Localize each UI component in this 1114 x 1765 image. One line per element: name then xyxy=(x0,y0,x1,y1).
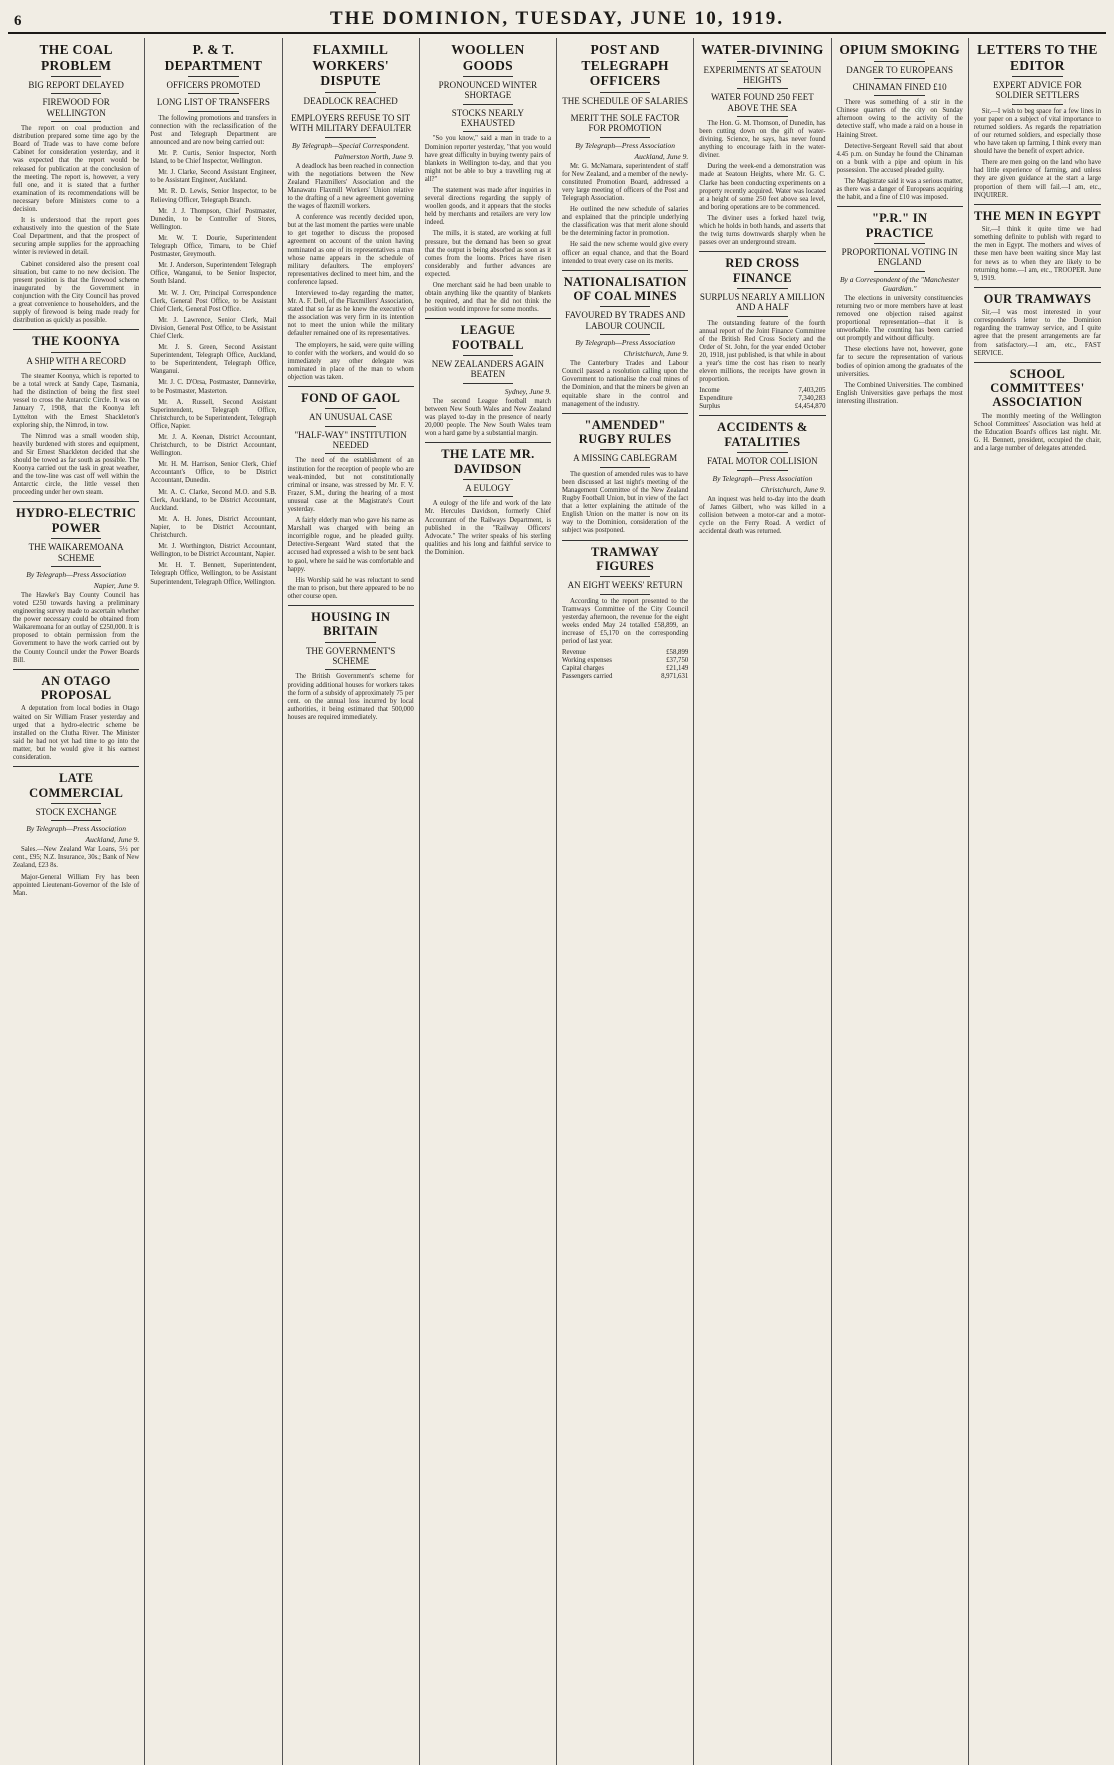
rule xyxy=(600,306,651,307)
rule xyxy=(51,76,102,77)
article-byline: By Telegraph—Press Association xyxy=(26,824,126,834)
article-subhead: DEADLOCK REACHED xyxy=(303,95,398,106)
article-divider xyxy=(288,386,414,387)
article-headline: TRAMWAY FIGURES xyxy=(590,544,660,573)
article-body xyxy=(288,163,414,382)
article-headline: "P.R." IN PRACTICE xyxy=(865,211,934,240)
article-headline: THE MEN IN EGYPT xyxy=(974,208,1101,223)
column-8 xyxy=(969,38,1106,1765)
article-headline: LATE COMMERCIAL xyxy=(29,771,124,800)
article xyxy=(425,442,551,557)
paragraph: Mr. J. Anderson, Superintendent Telegraph Office, Wanganui, to be Senior Inspector, South Island. xyxy=(150,262,277,286)
paragraph: Mr. W. T. Dourie, Superintendent Telegraph Office, Timaru, to be Chief Postmaster, Greymouth. xyxy=(150,234,277,259)
rule xyxy=(600,109,651,110)
article-divider xyxy=(562,540,688,541)
paragraph: One merchant said he had been unable to obtain anything like the quantity of blankets he required, and that he did not think the position would improve for some months. xyxy=(424,282,551,314)
paragraph: Mr. G. McNamara, superintendent of staff for New Zealand, and a member of the newly-constituted Promotion Board, addressed a very large meeting of officers of the Post and Telegraph Association. xyxy=(562,162,689,202)
paragraph: The steamer Koonya, which is reported to be a total wreck at Sandy Cape, Tasmania, had the distinction of being the first steel vessel to cross the Antarctic Circle. It was on January 7, 1908, that the Koonya left Lyttelton with the Ernest Shackleton's exploring ship, the Nimrod, in tow. xyxy=(13,373,140,429)
paragraph: A deputation from local bodies in Otago waited on Sir William Fraser yesterday and urged that a hydro-electric scheme be installed on the Clutha River. The Minister said he had not yet had time to go into the matter, but he would give it his earnest consideration. xyxy=(13,705,140,762)
article-subhead: NEW ZEALANDERS AGAIN BEATEN xyxy=(431,359,545,380)
rule xyxy=(737,288,788,289)
article-headline: FLAXMILL WORKERS' DISPUTE xyxy=(312,42,389,89)
paragraph: Sir,—I think it quite time we had something definite to publish with regard to the men in Egypt. The mothers and wives of these men have been waiting since May last for news as to when they are likely to be returning home.—I am, etc., TROOPER. June 9, 1919. xyxy=(973,226,1101,282)
article-dateline: Auckland, June 9. xyxy=(85,835,140,845)
rule xyxy=(874,78,925,79)
paragraph: Cabinet considered also the present coal situation, but came to no new decision. The present position is that the firewood scheme inaugurated by the Government in conjunction with the City Council has proved a great convenience to householders, and the supply of firewood is being made ready for distribution as quickly as possible. xyxy=(13,260,140,325)
rule xyxy=(874,243,925,244)
article-headline: LETTERS TO THE EDITOR xyxy=(977,42,1098,73)
article-headline: POST AND TELEGRAPH OFFICERS xyxy=(581,42,669,89)
article-subhead: STOCK EXCHANGE xyxy=(35,806,117,817)
article-byline: By a Correspondent of the "Manchester Guardian." xyxy=(839,274,960,293)
article-body xyxy=(974,108,1101,200)
article-dateline: Christchurch, June 9. xyxy=(760,484,826,494)
rule xyxy=(874,61,925,62)
article xyxy=(699,415,825,536)
article xyxy=(562,42,688,266)
paragraph: The question of amended rules was to have been discussed at last night's meeting of the Management Committee of the New Zealand Rugby Football Union, but in view of the fact that a letter explaining the attitude of the English Union on the matter is now on its way to the Dominion, consideration of the subject was postponed. xyxy=(562,470,689,535)
paragraph: The statement was made after inquiries in several directions regarding the supply of woollen goods, and it appears that the stocks held by merchants and retailers are very low indeed. xyxy=(424,186,551,227)
article-headline: "AMENDED" RUGBY RULES xyxy=(578,417,672,447)
article-byline: By Telegraph—Press Association xyxy=(712,473,813,483)
article-headline: OUR TRAMWAYS xyxy=(983,291,1092,306)
article-subhead: STOCKS NEARLY EXHAUSTED xyxy=(451,107,524,129)
article xyxy=(150,42,276,587)
rule xyxy=(1012,104,1063,105)
paragraph: Mr. P. Curtis, Senior Inspector, North Island, to be Chief Inspector, Wellington. xyxy=(150,150,277,166)
article-divider xyxy=(699,251,825,252)
article-headline: HOUSING IN BRITAIN xyxy=(311,610,391,639)
article-subhead: AN EIGHT WEEKS' RETURN xyxy=(567,580,683,591)
article-subhead: A MISSING CABLEGRAM xyxy=(573,453,678,464)
article-subhead: EXPERT ADVICE FOR SOLDIER SETTLERS xyxy=(992,80,1082,101)
figure-label: Working expenses xyxy=(562,657,612,665)
figure-value: 8,971,631 xyxy=(661,673,689,681)
figures-row xyxy=(562,673,688,681)
rule xyxy=(325,426,376,427)
rule xyxy=(463,76,514,77)
figure-label: Capital charges xyxy=(562,665,604,673)
figures-row xyxy=(699,387,825,395)
article xyxy=(13,766,139,898)
article-dateline: Christchurch, June 9. xyxy=(623,349,689,359)
article-subhead: THE SCHEDULE OF SALARIES xyxy=(562,95,688,106)
article xyxy=(288,42,414,382)
article-body xyxy=(562,163,688,266)
article xyxy=(562,270,688,409)
paragraph: The outstanding feature of the fourth annual report of the Joint Finance Committee of the British Red Cross Society and the Order of St. John, for the year ended October 20, 1918, just published, is that while in about a year's time the cost has risen to nearly eleven millions, the receipts have grown in proportion. xyxy=(699,319,826,384)
page-number: 6 xyxy=(14,13,22,29)
article xyxy=(13,501,139,664)
paragraph: During the week-end a demonstration was made at Seatoun Heights, where Mr. G. C. Clarke has been conducting experiments on a property recently acquired. Water was located at a height of some 250 feet above sea level, and boring operations are to be commenced. xyxy=(699,163,826,211)
rule xyxy=(463,496,514,497)
article-body xyxy=(288,457,414,601)
figure-value: £58,899 xyxy=(666,649,689,657)
paragraph: Mr. J. J. Thompson, Chief Postmaster, Dunedin, to be Controller of Stores, Wellington. xyxy=(150,207,277,231)
article xyxy=(699,251,825,411)
article-subhead: SURPLUS NEARLY A MILLION AND A HALF xyxy=(699,292,825,313)
rule xyxy=(737,116,788,117)
article-body xyxy=(837,99,963,202)
article-body xyxy=(13,846,139,898)
paragraph: The Hawke's Bay County Council has voted £250 towards having a preliminary engineering survey made to ascertain whether the power necessary could be obtained from Waikaremoana for an outlay of £250,000. It is proposed to obtain permission from the Government to have the work carried out by the County Council under the Power Boards Bill. xyxy=(13,591,140,664)
paragraph: The need of the establishment of an institution for the reception of people who are weak-minded, but not constitutionally criminal or insane, was stressed by Mr. F. V. Frazer, S.M., during the hearing of a most unusual case at the Magistrate's Court yesterday. xyxy=(287,457,414,513)
article xyxy=(288,386,414,601)
article-divider xyxy=(837,206,963,207)
paragraph: His Worship said he was reluctant to send the man to prison, but there appeared to be no other course open. xyxy=(287,576,414,600)
article-subhead: FAVOURED BY TRADES AND LABOUR COUNCIL xyxy=(565,310,686,331)
figure-label: Revenue xyxy=(562,649,586,657)
paragraph: A conference was recently decided upon, but at the last moment the parties were unable to get together to discuss the proposed agreement on account of the union having nominated as one of its representatives a man whose name appears in the schedule of military defaulters. The employers' representatives declined to meet him, and the conference lapsed. xyxy=(287,214,414,286)
paragraph: There was something of a stir in the Chinese quarters of the city on Sunday afternoon owing to the activity of the detective staff, who made a raid on a house in Haining Street. xyxy=(836,99,963,139)
figure-label: Surplus xyxy=(699,403,721,411)
article xyxy=(562,540,688,682)
article-body xyxy=(13,125,139,325)
figure-value: £37,750 xyxy=(666,657,689,665)
article-body xyxy=(974,226,1101,283)
article-subhead: THE GOVERNMENT'S SCHEME xyxy=(305,645,396,667)
article-headline: WATER-DIVINING xyxy=(701,42,824,57)
rule xyxy=(51,121,102,122)
article-subhead: EMPLOYERS REFUSE TO SIT WITH MILITARY DEFAULTER xyxy=(289,112,412,134)
masthead xyxy=(8,4,1106,34)
article-divider xyxy=(562,270,688,271)
column-3 xyxy=(283,38,420,1765)
rule xyxy=(600,334,651,335)
article-subhead: AN UNUSUAL CASE xyxy=(309,412,393,423)
article-body xyxy=(974,309,1101,358)
article xyxy=(562,413,688,536)
article-divider xyxy=(288,605,414,606)
paragraph: Detective-Sergeant Revell said that about 4.45 p.m. on Sunday he found the Chinaman on a bunk with a pipe and opium in his possession. The accused pleaded guilty. xyxy=(836,142,963,174)
article-subhead: FATAL MOTOR COLLISION xyxy=(707,456,818,467)
paragraph: The Hon. G. M. Thomson, of Dunedin, has been cutting down on the gift of water-divining. Science, he says, has never found anything to encourage faith in the water-diviner. xyxy=(699,119,826,160)
figures-row xyxy=(699,395,825,403)
paragraph: The following promotions and transfers in connection with the reclassification of the Post and Telegraph Department are announced and are now being carried out: xyxy=(150,114,277,146)
article-dateline: Auckland, June 9. xyxy=(634,151,689,161)
article-divider xyxy=(974,204,1101,205)
paragraph: Interviewed to-day regarding the matter, Mr. A. F. Dell, of the Flaxmillers' Association, stated that so far as he knew the executive of the association was very firm in its intention not to meet the union while the military defaulter remained one of its representatives. xyxy=(287,289,414,338)
article xyxy=(974,362,1101,454)
rule xyxy=(737,88,788,89)
article-divider xyxy=(13,501,139,502)
article-headline: SCHOOL COMMITTEES' ASSOCIATION xyxy=(990,366,1085,410)
article-headline: ACCIDENTS & FATALITIES xyxy=(717,420,808,449)
article-headline: AN OTAGO PROPOSAL xyxy=(40,673,112,703)
paragraph: The elections in university constituencies returning two or more members have at least removed one objection raised against proportional representation—that it is unworkable. The counting has been carried out promptly and without difficulty. xyxy=(836,294,963,343)
rule xyxy=(51,566,102,567)
rule xyxy=(463,479,514,480)
rule xyxy=(51,538,102,539)
rule xyxy=(600,92,651,93)
article-subhead: FIREWOOD FOR WELLINGTON xyxy=(42,97,110,118)
article-headline: P. & T. DEPARTMENT xyxy=(164,42,263,73)
paragraph: Mr. H. M. Harrison, Senior Clerk, Chief Accountant's Office, to be District Accountant, Dunedin. xyxy=(150,461,277,485)
rule xyxy=(325,642,376,643)
rule xyxy=(325,109,376,110)
figure-value: £4,454,870 xyxy=(794,403,826,411)
article xyxy=(425,42,551,314)
paragraph: Major-General William Fry has been appointed Lieutenant-Governor of the Isle of Man. xyxy=(13,873,140,897)
paragraph: A fairly elderly man who gave his name as Marshall was charged with being an incorrigible rogue, and he pleaded guilty. Detective-Sergeant Ward stated that the accused had expressed a wish to be sent back to gaol, where he said he was comfortable and happy. xyxy=(287,517,414,573)
article-subhead: WATER FOUND 250 FEET ABOVE THE SEA xyxy=(711,92,814,113)
article xyxy=(837,42,963,202)
paragraph: Mr. R. D. Lewis, Senior Inspector, to be Relieving Officer, Telegraph Branch. xyxy=(150,188,277,204)
paragraph: The monthly meeting of the Wellington School Committees' Association was held at the Education Board's offices last night. Mr. G. H. Bennett, president, occupied the chair, and a large number of delegates attended. xyxy=(973,412,1101,453)
figures-row xyxy=(562,657,688,665)
article-body xyxy=(13,592,139,665)
figure-label: Passengers carried xyxy=(562,673,613,681)
article-divider xyxy=(13,329,139,330)
article-body xyxy=(699,120,825,247)
article-divider xyxy=(562,413,688,414)
article-dateline: Palmerston North, June 9. xyxy=(334,151,414,161)
article-subhead: PRONOUNCED WINTER SHORTAGE xyxy=(438,80,538,101)
paragraph: Sir,—I wish to beg space for a few lines in your paper on a subject of vital importance to returned soldiers. As regards the repatriation of our returned soldiers, and especially those who have taken up farming, I think every man should have the benefit of expert advice. xyxy=(973,107,1101,156)
article-subhead: A EULOGY xyxy=(465,483,511,494)
article-headline: OPIUM SMOKING xyxy=(839,42,960,57)
rule xyxy=(600,449,651,450)
rule xyxy=(463,383,514,384)
rule xyxy=(51,369,102,370)
article-body xyxy=(13,705,139,762)
article-dateline: Sydney, June 9. xyxy=(504,386,551,396)
article-body xyxy=(13,373,139,497)
paragraph: The employers, he said, were quite willing to confer with the workers, and would do so immediately any other delegate was nominated in place of the man to whom objection was taken. xyxy=(287,341,414,381)
article-headline: LEAGUE FOOTBALL xyxy=(451,323,524,352)
paragraph: The Canterbury Trades and Labour Council passed a resolution calling upon the Government to nationalise the coal mines of the Dominion, and that the miners be given an equitable share in the control and management of the industry. xyxy=(562,360,689,408)
rule xyxy=(463,355,514,356)
article xyxy=(13,329,139,497)
article-body xyxy=(150,115,276,587)
article-subhead: LONG LIST OF TRANSFERS xyxy=(156,97,270,108)
paragraph: The Nimrod was a small wooden ship, heavily burdened with stores and equipment, and Sir Ernest Shackleton decided that she should be towed as far south as possible. The Koonya carried out the task in great weather, and the tow-line was cast off well within the Antarctic circle, the little vessel then proceeding under her own steam. xyxy=(13,432,140,497)
article-headline: HYDRO-ELECTRIC POWER xyxy=(16,506,137,535)
rule xyxy=(874,95,925,96)
paragraph: Mr. J. S. Green, Second Assistant Superintendent, Telegraph Office, Auckland, to be Superintendent, Telegraph Office, Wanganui. xyxy=(150,344,277,376)
article-headline: RED CROSS FINANCE xyxy=(725,256,800,285)
article-divider xyxy=(974,362,1101,363)
rule xyxy=(737,61,788,62)
article-byline: By Telegraph—Press Association xyxy=(575,338,675,348)
rule xyxy=(1012,76,1063,77)
column-5 xyxy=(557,38,694,1765)
article-subhead: PROPORTIONAL VOTING IN ENGLAND xyxy=(841,247,958,268)
article-divider xyxy=(425,318,551,319)
columns xyxy=(8,38,1106,1765)
article xyxy=(974,287,1101,358)
article xyxy=(13,42,139,325)
article-dateline: Napier, June 9. xyxy=(93,580,140,590)
rule xyxy=(463,104,514,105)
article-body xyxy=(562,598,688,647)
figures-table xyxy=(699,387,825,411)
article-byline: By Telegraph—Special Correspondent. xyxy=(292,140,410,150)
article xyxy=(974,42,1101,200)
figures-row xyxy=(562,649,688,657)
paragraph: These elections have not, however, gone far to secure the representation of various bodies of opinion among the graduates of the universities. xyxy=(836,346,963,378)
article-subhead: A SHIP WITH A RECORD xyxy=(26,355,126,366)
rule xyxy=(600,467,651,468)
article-body xyxy=(974,413,1101,453)
article-body xyxy=(425,398,551,438)
paragraph: There are men going on the land who have had little experience of farming, and unless they are given guidance at the start a large proportion of them will fail.—I am, etc., INQUIRER. xyxy=(973,159,1101,199)
article-byline: By Telegraph—Press Association xyxy=(26,569,126,579)
rule xyxy=(737,316,788,317)
rule xyxy=(737,452,788,453)
paragraph: The mills, it is stated, are working at full pressure, but the demand has been so great that the output is being absorbed as soon as it comes from the looms. Prices have risen considerably and further advances are expected. xyxy=(424,230,551,278)
article xyxy=(837,206,963,406)
article-body xyxy=(425,135,551,314)
article-divider xyxy=(425,442,551,443)
paragraph: The second League football match between New South Wales and New Zealand was played to-day in the presence of nearly 20,000 people. The New South Wales team won a hard game by a substantial margin. xyxy=(424,397,551,438)
article-divider xyxy=(13,669,139,670)
paragraph: Sales.—New Zealand War Loans, 5½ per cent., £95; N.Z. Insurance, 30s.; Bank of New Zealand, £23 8s. xyxy=(13,846,140,870)
paragraph: The Magistrate said it was a serious matter, as there was a danger of Europeans acquiring the habit, and a fine of £10 was imposed. xyxy=(836,178,963,202)
rule xyxy=(51,93,102,94)
article-body xyxy=(837,295,963,406)
article-divider xyxy=(13,766,139,767)
paragraph: Mr. J. Lawrence, Senior Clerk, Mail Division, General Post Office, to be Assistant Chief Clerk. xyxy=(150,316,277,340)
article xyxy=(288,605,414,722)
paragraph: Mr. J. Clarke, Second Assistant Engineer, to be Assistant Engineer, Auckland. xyxy=(150,169,277,185)
article-byline: By Telegraph—Press Association xyxy=(575,140,675,150)
column-2 xyxy=(145,38,282,1765)
figure-value: 7,403,205 xyxy=(798,387,826,395)
article xyxy=(699,42,825,247)
article-body xyxy=(699,496,825,536)
article-subhead: EXPERIMENTS AT SEATOUN HEIGHTS xyxy=(703,64,822,85)
figures-row xyxy=(699,403,825,411)
column-6 xyxy=(694,38,831,1765)
rule xyxy=(600,137,651,138)
article-body xyxy=(562,360,688,409)
paragraph: Mr. J. C. D'Orsa, Postmaster, Dannevirke, to be Postmaster, Masterton. xyxy=(150,379,277,395)
paragraph: The British Government's scheme for providing additional houses for workers takes the form of a subsidy of approximately 75 per cent. on the annual loss incurred by local authorities, it being estimated that 500,000 houses are required immediately. xyxy=(287,673,414,721)
rule xyxy=(188,111,239,112)
rule xyxy=(188,93,239,94)
article xyxy=(425,318,551,438)
article-divider xyxy=(974,287,1101,288)
paragraph: The report on coal production and distribution prepared some time ago by the Board of Trade was to have come before Cabinet for consideration yesterday, and it was expected that the report would be released for publication at the conclusion of the meeting. The report is, however, a very full one, and it is stated that a further examination of its recommendations will be necessary before Ministers come to a decision. xyxy=(13,125,140,213)
rule xyxy=(325,92,376,93)
article-headline: NATIONALISATION OF COAL MINES xyxy=(563,274,687,304)
article-subhead: CHINAMAN FINED £10 xyxy=(852,81,947,92)
figure-value: 7,340,283 xyxy=(798,395,826,403)
rule xyxy=(51,352,102,353)
article-headline: WOOLLEN GOODS xyxy=(451,42,525,73)
paragraph: Mr. H. T. Bennett, Superintendent, Telegraph Office, Wellington, to be Assistant Superintendent, Telegraph Office, Wellington. xyxy=(150,562,277,586)
column-7 xyxy=(832,38,969,1765)
figures-table xyxy=(562,649,688,681)
figure-label: Expenditure xyxy=(699,395,733,403)
paragraph: Mr. W. J. Orr, Principal Correspondence Clerk, General Post Office, to be Assistant Chief Clerk, General Post Office. xyxy=(150,289,277,313)
article-body xyxy=(699,320,825,385)
article-headline: THE LATE MR. DAVIDSON xyxy=(441,447,535,476)
rule xyxy=(325,669,376,670)
paragraph: The diviner uses a forked hazel twig, which he holds in both hands, and asserts that the twig turns downwards sharply when he passes over an underground stream. xyxy=(699,214,826,247)
paragraph: He outlined the new schedule of salaries and explained that the principle underlying the classification was that merit alone should be the determining factor in promotion. xyxy=(562,206,689,238)
rule xyxy=(600,576,651,577)
article-subhead: DANGER TO EUROPEANS xyxy=(846,64,953,75)
paragraph: According to the report presented to the Tramways Committee of the City Council yesterday afternoon, the revenue for the eight weeks ended May 24 totalled £58,899, an increase of £5,170 on the corresponding period of last year. xyxy=(562,597,689,646)
article-subhead: THE WAIKAREMOANA SCHEME xyxy=(28,542,124,563)
figures-row xyxy=(562,665,688,673)
paragraph: An inquest was held to-day into the death of James Gilbert, who was killed in a collision between a motor-car and a motor-cycle on the Ferry Road. A verdict of accidental death was returned. xyxy=(699,495,826,535)
paragraph: The Combined Universities. The combined English Universities gave perhaps the most interesting illustration. xyxy=(836,381,963,405)
rule xyxy=(874,271,925,272)
article-divider xyxy=(699,415,825,416)
rule xyxy=(600,594,651,595)
paragraph: Mr. A. Russell, Second Assistant Superintendent, Telegraph Office, Christchurch, to be Superintendent, Telegraph Office, Napier. xyxy=(150,398,277,430)
paragraph: Sir,—I was most interested in your correspondent's letter to the Dominion regarding the tramway service, and I quite agree that the present arrangements are far from satisfactory.—I am, etc., FAST SERVICE. xyxy=(973,309,1101,357)
rule xyxy=(51,820,102,821)
article-headline: THE COAL PROBLEM xyxy=(39,42,113,73)
paragraph: It is understood that the report goes exhaustively into the question of the State Coal Department, and that the prospect of securing ample supplies for the approaching winter is reviewed in detail. xyxy=(13,217,140,257)
figure-label: Income xyxy=(699,387,720,395)
masthead-title: THE DOMINION, TUESDAY, JUNE 10, 1919. xyxy=(330,8,784,29)
paragraph: Mr. J. Worthington, District Accountant, Wellington, to be District Accountant, Napier. xyxy=(150,543,277,559)
article xyxy=(974,204,1101,283)
paragraph: Mr. A. H. Jones, District Accountant, Napier, to be District Accountant, Christchurch. xyxy=(150,515,277,540)
paragraph: "So you know," said a man in trade to a Dominion reporter yesterday, "that you would have great difficulty in buying twenty pairs of blankets in Wellington to-day, and that you might not be able to buy a travelling rug at all?" xyxy=(424,135,551,183)
column-4 xyxy=(420,38,557,1765)
paragraph: A eulogy of the life and work of the late Mr. Hercules Davidson, formerly Chief Accountant of the Railways Department, is published in the "Railway Officers' Advocate." The writer speaks of his sterling qualities and his long and faithful service to the Dominion. xyxy=(424,500,551,556)
paragraph: Mr. A. C. Clarke, Second M.O. and S.B. Clerk, Auckland, to be District Accountant, Auckland. xyxy=(150,488,277,512)
rule xyxy=(325,408,376,409)
column-1 xyxy=(8,38,145,1765)
paragraph: Mr. J. A. Keenan, District Accountant, Christchurch, to be District Accountant, Wellington. xyxy=(150,434,277,458)
article-body xyxy=(562,471,688,536)
paragraph: A deadlock has been reached in connection with the negotiations between the New Zealand Flaxmillers' Association and the Manawatu Flaxmill Workers' Union relative to the drafting of a new agreement governing the wages of flaxmill workers. xyxy=(287,162,414,211)
article-subhead: MERIT THE SOLE FACTOR FOR PROMOTION xyxy=(570,112,680,134)
article-body xyxy=(425,500,551,557)
rule xyxy=(188,76,239,77)
paragraph: He said the new scheme would give every officer an equal chance, and that the Board intended to treat every case on its merits. xyxy=(562,241,689,265)
rule xyxy=(737,470,788,471)
article-subhead: OFFICERS PROMOTED xyxy=(166,80,261,91)
rule xyxy=(51,803,102,804)
article-subhead: "HALF-WAY" INSTITUTION NEEDED xyxy=(294,429,407,451)
article-headline: FOND OF GAOL xyxy=(301,391,401,406)
figure-value: £21,149 xyxy=(666,665,689,673)
rule xyxy=(463,131,514,132)
article-body xyxy=(288,673,414,722)
article xyxy=(13,669,139,762)
rule xyxy=(325,137,376,138)
rule xyxy=(325,453,376,454)
article-headline: THE KOONYA xyxy=(32,334,120,349)
article-subhead: BIG REPORT DELAYED xyxy=(28,80,124,91)
